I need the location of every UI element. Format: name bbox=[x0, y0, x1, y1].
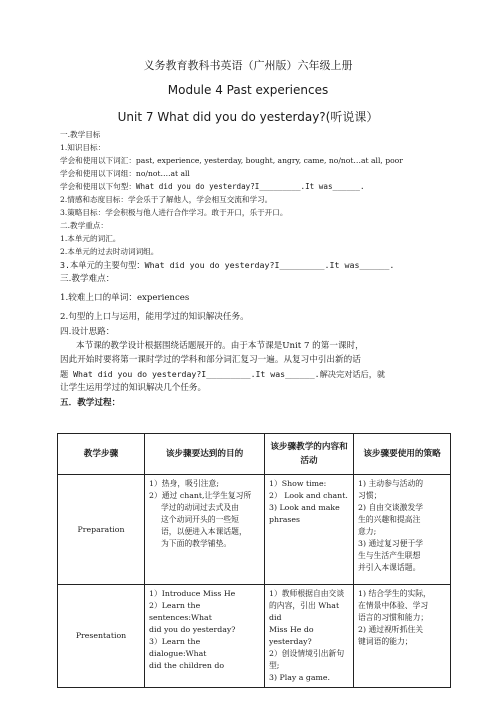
purpose-cell bbox=[145, 475, 265, 585]
cell-line: Miss He do yesterday? bbox=[269, 625, 314, 646]
body-line: 2.句型的上口与运用，能用学过的知识解决任务。 bbox=[60, 312, 249, 322]
body-line: 题 What did you do yesterday?I_________.It was______.解决完对话后，就 bbox=[60, 369, 386, 379]
table-header-row bbox=[58, 434, 451, 475]
section-heading: 二.教学重点： bbox=[60, 221, 108, 230]
table-row bbox=[58, 475, 451, 585]
cell-line: 2）创设情境引出新句 bbox=[269, 649, 345, 658]
cell-line: 3) Play a game. bbox=[269, 673, 331, 682]
section-heading: 三.教学难点： bbox=[60, 274, 115, 284]
cell-line: 1) 主动参与活动的 bbox=[358, 479, 424, 488]
cell-line: 生的兴趣和提高注 bbox=[358, 515, 421, 524]
body-line: 1.本单元的词汇。 bbox=[60, 234, 121, 243]
cell-line: 3) Look and make bbox=[269, 503, 340, 512]
cell-line: 1) 结合学生的实际， bbox=[358, 589, 431, 598]
cell-line: 键词语的能力； bbox=[358, 637, 413, 646]
cell-line: 2) 通过视听抓住关 bbox=[358, 625, 424, 634]
cell-line: 生与生活产生联想 bbox=[358, 551, 421, 560]
cell-line: did the children do bbox=[149, 661, 225, 670]
table-row bbox=[58, 585, 451, 688]
cell-line: 语言的习惯和能力； bbox=[358, 613, 429, 622]
body-line: 学会和使用以下词组：no/not….at all bbox=[60, 169, 190, 178]
cell-line: 型; bbox=[269, 661, 280, 670]
body-line: 学会和使用以下句型：What did you do yesterday?I_________.It was______. bbox=[60, 182, 365, 191]
cell-line: 学过的动词过去式及由 bbox=[161, 503, 239, 512]
cell-line: phrases bbox=[269, 515, 301, 524]
cell-line: 语，以便进入本课话题， bbox=[161, 527, 247, 536]
cell-line: 1）Show time: bbox=[269, 479, 327, 488]
unit-title: Unit 7 What did you do yesterday?(听说课） bbox=[117, 110, 379, 124]
section-heading: 四.设计思路： bbox=[60, 327, 115, 337]
body-line: 3.策略目标：学会积极与他人进行合作学习。敢于开口，乐于开口。 bbox=[60, 208, 288, 217]
body-line: 本节课的教学设计根据围绕话题展开的。由于本节课是Unit 7 的第一课时， bbox=[76, 341, 364, 351]
body-line: 学会和使用以下词汇：past, experience, yesterday, bought, angry, came, no/not…at all, poor bbox=[60, 156, 403, 165]
column-header: 该步骤教学的内容和活动 bbox=[265, 434, 354, 475]
content-cell bbox=[265, 585, 354, 688]
cell-line: 3）Learn the dialogue:What bbox=[149, 637, 207, 658]
section-heading: 一.教学目标 bbox=[60, 130, 101, 139]
body-line: 2.本单元的过去时动词词组。 bbox=[60, 247, 159, 256]
cell-line: 2）Learn the sentences:What bbox=[149, 601, 212, 622]
body-line: 2.情感和态度目标：学会乐于了解他人，学会相互交流和学习。 bbox=[60, 195, 273, 204]
column-header: 该步骤要达到的目的 bbox=[145, 434, 265, 475]
strategy-cell bbox=[354, 475, 451, 585]
cell-line: 并引入本课话题。 bbox=[358, 563, 421, 572]
body-line: 1.知识目标： bbox=[60, 143, 106, 152]
cell-line: 2） Look and chant. bbox=[269, 491, 348, 500]
cell-line: did you do yesterday? bbox=[149, 625, 236, 634]
cell-line: 2）通过 chant,让学生复习所 bbox=[149, 491, 252, 500]
cell-line: 3) 通过复习便于学 bbox=[358, 539, 424, 548]
cell-line: 习惯； bbox=[358, 491, 382, 500]
grade-title: 义务教育教科书英语（广州版）六年级上册 bbox=[143, 59, 353, 72]
column-header: 该步骤要使用的策略 bbox=[354, 434, 451, 475]
content-cell bbox=[265, 475, 354, 585]
cell-line: 2) 自由交谈激发学 bbox=[358, 503, 424, 512]
cell-line: 的内容，引出 What did bbox=[269, 601, 340, 622]
stage-cell: Presentation bbox=[58, 585, 145, 688]
module-title: Module 4 Past experiences bbox=[167, 83, 329, 97]
strategy-cell bbox=[354, 585, 451, 688]
section-heading: 五．教学过程： bbox=[60, 398, 121, 408]
body-line: 1.较难上口的单词：experiences bbox=[60, 293, 190, 303]
cell-line: 1）Introduce Miss He bbox=[149, 589, 236, 598]
cell-line: 为下面的教学铺垫。 bbox=[161, 539, 232, 548]
cell-line: 意力; bbox=[358, 527, 377, 536]
teaching-process-table bbox=[57, 433, 451, 688]
stage-cell: Preparation bbox=[58, 475, 145, 585]
purpose-cell bbox=[145, 585, 265, 688]
body-line: 因此开始时要将第一课时学过的学科和部分词汇复习一遍。从复习中引出新的话 bbox=[60, 355, 361, 365]
cell-line: 在情景中体验、学习 bbox=[358, 601, 429, 610]
body-line: 3.本单元的主要句型：What did you do yesterday?I_________.It was______. bbox=[60, 260, 395, 270]
column-header: 教学步骤 bbox=[58, 434, 145, 475]
cell-line: 这个动词开头的一些短 bbox=[161, 515, 239, 524]
cell-line: 1）热身，吸引注意; bbox=[149, 479, 219, 488]
cell-line: 1）教师根据自由交谈 bbox=[269, 589, 345, 598]
body-line: 让学生运用学过的知识解决几个任务。 bbox=[60, 383, 207, 393]
